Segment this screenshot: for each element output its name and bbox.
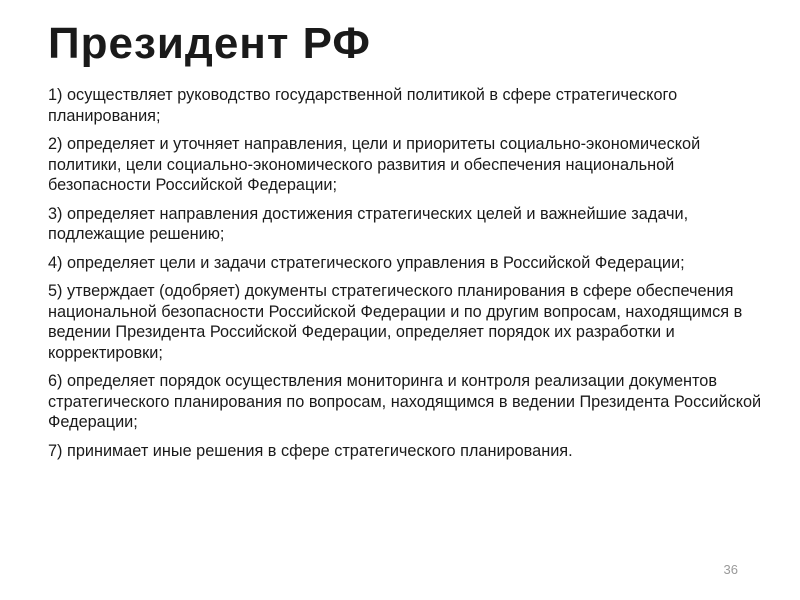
list-item: 4) определяет цели и задачи стратегического управления в Российской Федерации; (48, 253, 685, 272)
page-number: 36 (723, 562, 738, 577)
list-item: 2) определяет и уточняет направления, цели и приоритеты социально-экономической политики, цели социально-экономического развития и обеспечения национальной безопасности Российской Федерации; (48, 135, 701, 194)
list-item: 7) принимает иные решения в сфере стратегического планирования. (48, 441, 573, 460)
list-item: 6) определяет порядок осуществления мониторинга и контроля реализации документов стратегического планирования по вопросам, находящимся в ведении Президента Российской Федерации; (48, 372, 762, 431)
list-item: 3) определяет направления достижения стратегических целей и важнейшие задачи, подлежащие решению; (48, 204, 689, 243)
powers-list (48, 85, 778, 469)
list-item: 1) осуществляет руководство государственной политикой в сфере стратегического планирования; (48, 86, 678, 125)
slide-title: Президент РФ (48, 19, 371, 68)
list-item: 5) утверждает (одобряет) документы стратегического планирования в сфере обеспечения национальной безопасности Российской Федерации и по другим вопросам, находящимся в ведении Президента Российской Федерации, определяет порядок их разработки и корректировки; (48, 282, 743, 362)
